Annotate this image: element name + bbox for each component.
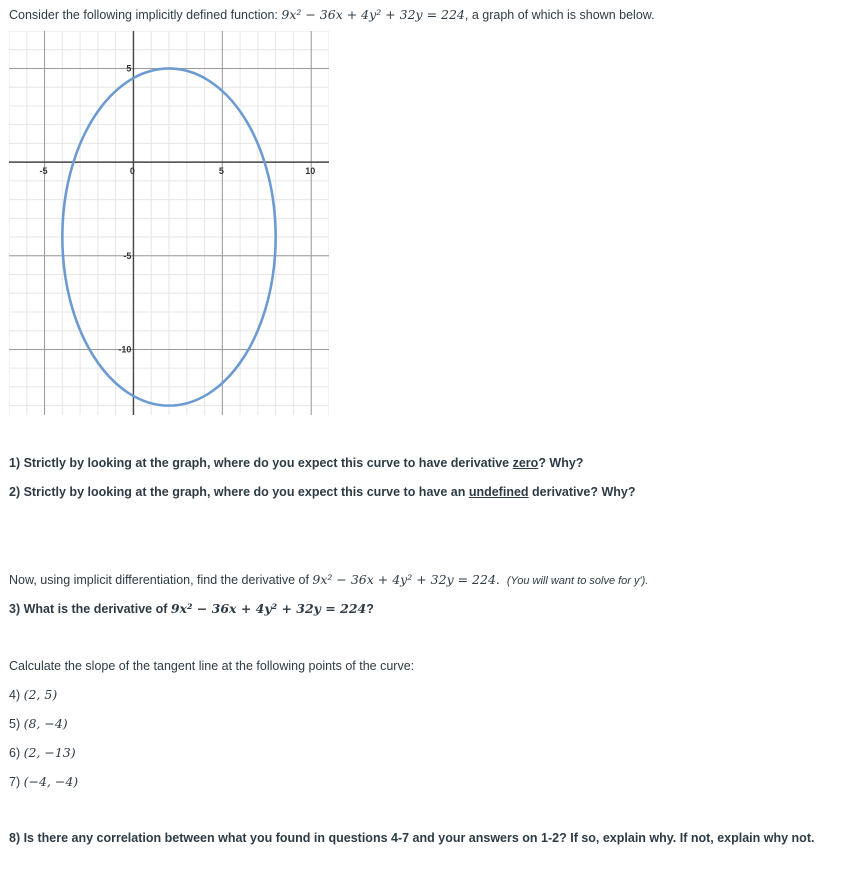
q4-label: 4)	[9, 688, 24, 702]
intro-equation: 9x² − 36x + 4y² + 32y = 224	[281, 7, 465, 22]
y-tick-label: -5	[123, 250, 132, 261]
q7-point: (−4, −4)	[23, 774, 79, 789]
q1-prefix: 1) Strictly by looking at the graph, where do you expect this curve to have derivative	[9, 456, 513, 470]
graph-svg	[9, 31, 329, 415]
question-4	[9, 687, 57, 702]
q4-point: (2, 5)	[23, 687, 58, 702]
q5-label: 5)	[9, 717, 24, 731]
intro-text	[9, 7, 655, 22]
ellipse-graph	[9, 31, 329, 415]
question-5	[9, 716, 68, 731]
q5-point: (8, −4)	[23, 716, 68, 731]
calc-instruction: Calculate the slope of the tangent line at the following points of the curve:	[9, 659, 415, 673]
q3-prefix: 3) What is the derivative of	[9, 602, 171, 616]
question-6	[9, 745, 76, 760]
now-hint: (You will want to solve for y').	[506, 575, 649, 587]
question-1	[9, 456, 583, 470]
x-tick-label: 0	[129, 166, 135, 177]
q2-prefix: 2) Strictly by looking at the graph, where do you expect this curve to have an	[9, 485, 469, 499]
intro-prefix: Consider the following implicitly defined function:	[9, 8, 282, 22]
y-tick-label: 5	[126, 63, 132, 74]
x-tick-label: 10	[305, 166, 316, 177]
now-prefix: Now, using implicit differentiation, find the derivative of	[9, 573, 313, 587]
q2-suffix: derivative? Why?	[528, 485, 636, 499]
x-tick-label: 5	[218, 166, 224, 177]
q6-point: (2, −13)	[23, 745, 76, 760]
q1-underlined: zero	[512, 456, 539, 470]
q3-equation: 9x² − 36x + 4y² + 32y = 224	[170, 601, 367, 616]
q7-label: 7)	[9, 775, 24, 789]
q1-suffix: ? Why?	[538, 456, 584, 470]
question-7	[9, 774, 78, 789]
q6-label: 6)	[9, 746, 24, 760]
question-8: 8) Is there any correlation between what you found in questions 4-7 and your answers on 1-2? If so, explain why. If not, explain why not.	[9, 831, 815, 845]
x-tick-label: -5	[39, 166, 48, 177]
q2-underlined: undefined	[468, 485, 529, 499]
now-instruction	[9, 572, 648, 587]
q3-suffix: ?	[366, 602, 374, 616]
intro-suffix: , a graph of which is shown below.	[464, 8, 655, 22]
question-2	[9, 485, 636, 499]
now-equation: 9x² − 36x + 4y² + 32y = 224.	[312, 572, 500, 587]
y-tick-label: -10	[118, 344, 132, 355]
question-3	[9, 601, 374, 616]
